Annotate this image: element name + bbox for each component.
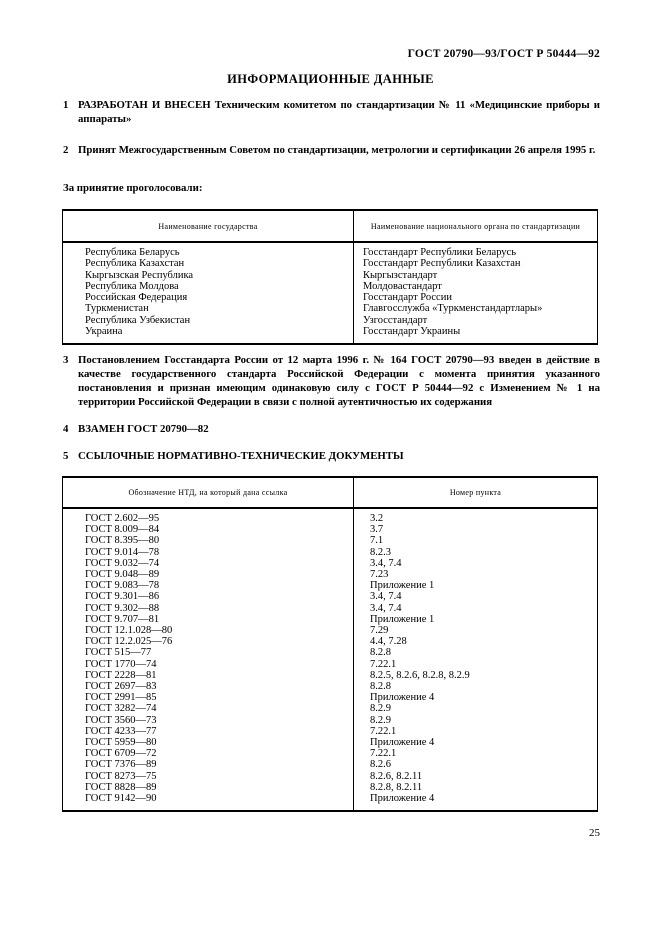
- page-title: ИНФОРМАЦИОННЫЕ ДАННЫЕ: [227, 72, 434, 86]
- table-cell: Госстандарт Республики Казахстан: [363, 258, 521, 270]
- item-1: [63, 99, 600, 127]
- table-cell: ГОСТ 2228—81: [63, 670, 354, 681]
- table-cell: 3.4, 7.4: [370, 602, 402, 614]
- table-cell: ГОСТ 9142—90: [63, 793, 354, 811]
- table-row: [63, 558, 598, 569]
- table-row: [63, 647, 598, 658]
- table-cell: ГОСТ 4233—77: [63, 726, 354, 737]
- table-row: [63, 703, 598, 714]
- table-cell: ГОСТ 2991—85: [63, 692, 354, 703]
- table-cell: 8.2.9: [370, 714, 391, 726]
- table-cell: ГОСТ 9.048—89: [63, 569, 354, 580]
- table-cell: Украина: [63, 326, 354, 344]
- item-1-text: РАЗРАБОТАН И ВНЕСЕН Техническим комитетом по стандартизации № 11 «Медицинские приборы и аппараты»: [78, 99, 600, 125]
- vote-table-body: [63, 242, 598, 344]
- table-cell: Российская Федерация: [63, 292, 354, 303]
- table-cell: ГОСТ 8.009—84: [63, 524, 354, 535]
- table-cell: Кыргызстандарт: [363, 269, 438, 281]
- table-row: [63, 535, 598, 546]
- table-cell: Туркменистан: [63, 303, 354, 314]
- table-cell: 8.2.9: [370, 703, 391, 715]
- table-row: [63, 715, 598, 726]
- table-row: [63, 580, 598, 591]
- table-row: [63, 281, 598, 292]
- table-row: [63, 303, 598, 314]
- table-cell: 3.2: [370, 513, 384, 524]
- table-row: [63, 614, 598, 625]
- table-row: [63, 748, 598, 759]
- table-cell: Республика Молдова: [63, 281, 354, 292]
- table-cell: Кыргызская Республика: [63, 270, 354, 281]
- item-3-text: Постановлением Госстандарта России от 12 марта 1996 г. № 164 ГОСТ 20790—93 введен в действие в качестве государственного стандарта Российской Федерации с момента принятия указанного постановления и признан имеющим одинаковую силу с ГОСТ Р 50444—92 с Изменением № 1 на территории Российской Федерации в связи с полной аутентичностью их содержания: [78, 354, 600, 408]
- table-cell: ГОСТ 1770—74: [63, 659, 354, 670]
- reference-table-body: [63, 508, 598, 811]
- table-cell: ГОСТ 9.014—78: [63, 547, 354, 558]
- page-number: 25: [589, 827, 600, 839]
- item-2: [63, 144, 600, 158]
- table-cell: ГОСТ 8.395—80: [63, 535, 354, 546]
- table-row: [63, 771, 598, 782]
- reference-table-header-row: [63, 477, 598, 508]
- table-cell: Госстандарт Республики Беларусь: [363, 247, 517, 258]
- table-row: [63, 603, 598, 614]
- table-cell: Госстандарт Украины: [363, 326, 461, 338]
- table-cell: Приложение 4: [370, 737, 435, 749]
- table-cell: 8.2.3: [370, 546, 391, 558]
- table-row: [63, 692, 598, 703]
- item-2-number: 2: [63, 144, 69, 156]
- vote-table-head: [63, 210, 598, 242]
- table-cell: ГОСТ 9.032—74: [63, 558, 354, 569]
- item-4-text: ВЗАМЕН ГОСТ 20790—82: [78, 423, 209, 435]
- reference-table-header-ntd: Обозначение НТД, на который дана ссылка: [63, 477, 354, 508]
- table-row: [63, 315, 598, 326]
- item-5: [63, 450, 600, 464]
- table-cell: ГОСТ 2.602—95: [63, 508, 354, 524]
- reference-table-header-clause: Номер пункта: [354, 477, 598, 508]
- table-row: [63, 681, 598, 692]
- table-cell: Республика Казахстан: [63, 258, 354, 269]
- table-cell: 8.2.6, 8.2.11: [370, 770, 423, 782]
- table-cell: 8.2.5, 8.2.6, 8.2.8, 8.2.9: [370, 669, 470, 681]
- document-code: ГОСТ 20790—93/ГОСТ Р 50444—92: [407, 48, 600, 60]
- vote-table-header-state: Наименование государства: [63, 210, 354, 242]
- table-row: [63, 782, 598, 793]
- table-cell: 7.22.1: [370, 658, 397, 670]
- table-cell: Приложение 1: [370, 580, 435, 592]
- table-row: [63, 659, 598, 670]
- table-row: [63, 670, 598, 681]
- vote-intro-label: За принятие проголосовали:: [63, 182, 203, 194]
- table-row: [63, 292, 598, 303]
- table-cell: ГОСТ 12.2.025—76: [63, 636, 354, 647]
- table-row: [63, 591, 598, 602]
- table-cell: ГОСТ 3560—73: [63, 715, 354, 726]
- table-row: [63, 258, 598, 269]
- table-cell: 7.1: [370, 535, 384, 547]
- vote-table-header-org: Наименование национального органа по стандартизации: [354, 210, 598, 242]
- table-cell: 8.2.8: [370, 647, 391, 659]
- table-row: [63, 726, 598, 737]
- reference-table-head: [63, 477, 598, 508]
- table-cell: 4.4, 7.28: [370, 636, 407, 648]
- table-row: [63, 737, 598, 748]
- vote-table-header-row: [63, 210, 598, 242]
- table-row: [63, 508, 598, 524]
- table-cell: ГОСТ 6709—72: [63, 748, 354, 759]
- item-3: [63, 353, 600, 409]
- item-5-text: ССЫЛОЧНЫЕ НОРМАТИВНО-ТЕХНИЧЕСКИЕ ДОКУМЕНТЫ: [78, 450, 404, 462]
- table-cell: Республика Узбекистан: [63, 315, 354, 326]
- table-cell: ГОСТ 7376—89: [63, 759, 354, 770]
- table-cell: Приложение 4: [370, 692, 435, 704]
- table-cell: ГОСТ 2697—83: [63, 681, 354, 692]
- table-cell: 8.2.8, 8.2.11: [370, 781, 423, 793]
- vote-table: [62, 209, 598, 345]
- item-4-number: 4: [63, 423, 69, 435]
- table-row: [63, 242, 598, 258]
- item-1-number: 1: [63, 99, 69, 111]
- table-cell: Узгосстандарт: [363, 314, 428, 326]
- table-cell: ГОСТ 5959—80: [63, 737, 354, 748]
- table-cell: Молдовастандарт: [363, 280, 442, 292]
- table-cell: 3.7: [370, 524, 384, 536]
- table-row: [63, 625, 598, 636]
- table-cell: ГОСТ 3282—74: [63, 703, 354, 714]
- table-row: [63, 636, 598, 647]
- table-row: [63, 569, 598, 580]
- table-cell: ГОСТ 8273—75: [63, 771, 354, 782]
- table-cell: 7.22.1: [370, 748, 397, 760]
- item-4: [63, 423, 600, 437]
- table-cell: ГОСТ 9.707—81: [63, 614, 354, 625]
- table-row: [63, 547, 598, 558]
- table-cell: ГОСТ 9.301—86: [63, 591, 354, 602]
- table-cell: 3.4, 7.4: [370, 557, 402, 569]
- table-cell: ГОСТ 515—77: [63, 647, 354, 658]
- table-row: [63, 793, 598, 811]
- table-row: [63, 759, 598, 770]
- table-cell: Госстандарт России: [363, 292, 452, 304]
- table-cell: ГОСТ 8828—89: [63, 782, 354, 793]
- table-row: [63, 270, 598, 281]
- table-cell: Приложение 4: [370, 793, 435, 805]
- reference-table: [62, 476, 598, 812]
- item-3-number: 3: [63, 354, 69, 366]
- table-cell: ГОСТ 12.1.028—80: [63, 625, 354, 636]
- item-5-number: 5: [63, 450, 69, 462]
- table-cell: 3.4, 7.4: [370, 591, 402, 603]
- table-cell: ГОСТ 9.302—88: [63, 603, 354, 614]
- table-cell: ГОСТ 9.083—78: [63, 580, 354, 591]
- table-cell: Приложение 1: [370, 613, 435, 625]
- table-cell: 7.29: [370, 625, 389, 637]
- table-cell: 7.23: [370, 569, 389, 581]
- table-cell: 7.22.1: [370, 725, 397, 737]
- table-cell: 8.2.6: [370, 759, 391, 771]
- table-cell: 8.2.8: [370, 681, 391, 693]
- table-cell: Главгосслужба «Туркменстандартлары»: [363, 303, 543, 315]
- table-cell: Республика Беларусь: [63, 242, 354, 258]
- item-2-text: Принят Межгосударственным Советом по стандартизации, метрологии и сертификации 26 апреля 1995 г.: [78, 144, 596, 156]
- table-row: [63, 524, 598, 535]
- table-row: [63, 326, 598, 344]
